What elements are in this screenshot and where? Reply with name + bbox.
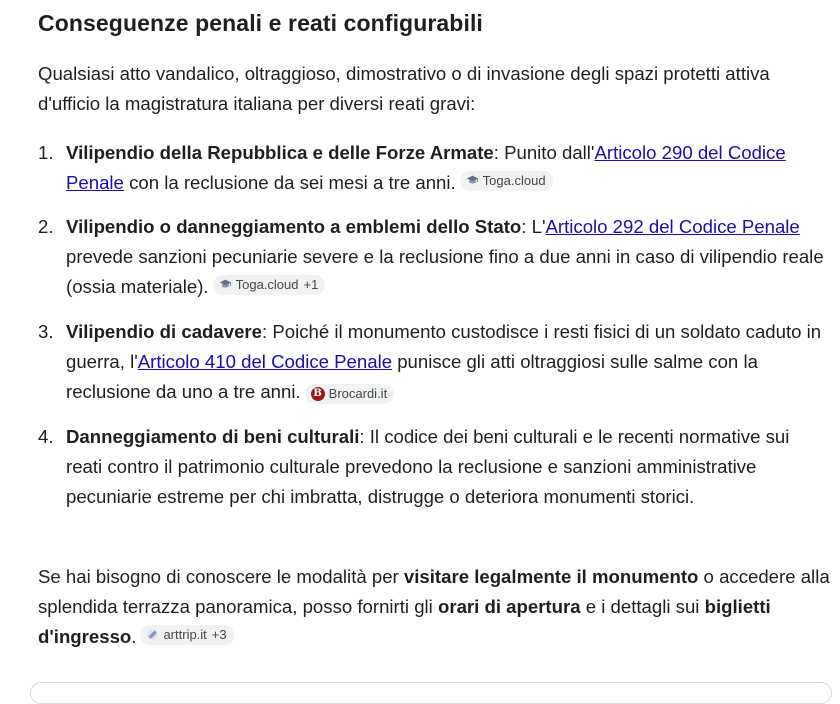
item-title: Danneggiamento di beni culturali [66,426,360,447]
item-text: : Il codice dei beni culturali e le recenti normative sui reati contro il patrimonio culturale prevedono la reclusione e sanzioni amministrative pecuniarie estreme per chi imbratta, distrugge o deteriora monumenti storici. [66,426,790,507]
input-box-edge [30,682,832,704]
article-292-link[interactable]: Articolo 292 del Codice Penale [545,216,800,237]
source-chip-arttrip[interactable] [140,625,233,645]
item-text: prevede sanzioni pecuniarie severe e la reclusione fino a due anni in caso di vilipendio reale (ossia materiale). [66,246,824,297]
list-item [38,212,830,302]
chip-label: Brocardi.it [328,386,388,401]
list-number: 2. [38,216,54,237]
arttrip-logo-icon [146,628,159,641]
brocardi-logo-icon: B [311,387,325,401]
closing-text: o accedere alla splendida terrazza panoramica, posso fornirti gli [38,566,830,617]
closing-text: Se hai bisogno di conoscere le modalità per [38,566,404,587]
item-text: con la reclusione da sei mesi a tre anni. [123,172,456,193]
item-title: Vilipendio della Repubblica e delle Forze Armate [66,142,494,163]
chip-label: arttrip.it [163,626,207,642]
source-chip-toga-cloud[interactable] [460,171,553,191]
item-text: : Poiché il monumento custodisce i resti fisici di un soldato caduto in guerra, l' [66,321,822,372]
list-number: 3. [38,321,54,342]
list-item [38,422,830,512]
list-item [38,138,830,198]
item-text: : L' [521,216,546,237]
source-chip-toga-cloud-plus[interactable] [213,275,326,295]
closing-bold-text: biglietti d'ingresso [38,596,771,647]
article-410-link[interactable]: Articolo 410 del Codice Penale [137,351,393,372]
graduation-cap-icon [466,174,479,187]
item-title: Vilipendio o danneggiamento a emblemi dello Stato [66,216,522,237]
list-number: 1. [38,142,54,163]
closing-paragraph [38,562,830,652]
chip-extra-count: +3 [211,626,227,642]
chip-label: Toga.cloud [482,172,546,188]
list-number: 4. [38,426,54,447]
chip-extra-count: +1 [303,276,319,292]
item-text: punisce gli atti oltraggiosi sulle salme con la reclusione da uno a tre anni. [66,351,758,402]
closing-text: . [131,626,137,647]
article-290-link[interactable]: Articolo 290 del Codice Penale [66,142,786,193]
item-text: : Punito dall' [493,142,595,163]
list-item [38,317,830,407]
section-heading: Conseguenze penali e reati configurabili [38,10,483,36]
closing-text: e i dettagli sui [580,596,705,617]
source-chip-brocardi[interactable] [305,384,395,404]
item-title: Vilipendio di cadavere [66,321,262,342]
closing-bold-text: orari di apertura [437,596,581,617]
intro-paragraph: Qualsiasi atto vandalico, oltraggioso, dimostrativo o di invasione degli spazi protetti attiva d'ufficio la magistratura italiana per diversi reati gravi: [38,63,770,114]
chip-label: Toga.cloud [235,276,299,292]
graduation-cap-icon [219,278,232,291]
closing-bold-text: visitare legalmente il monumento [403,566,699,587]
